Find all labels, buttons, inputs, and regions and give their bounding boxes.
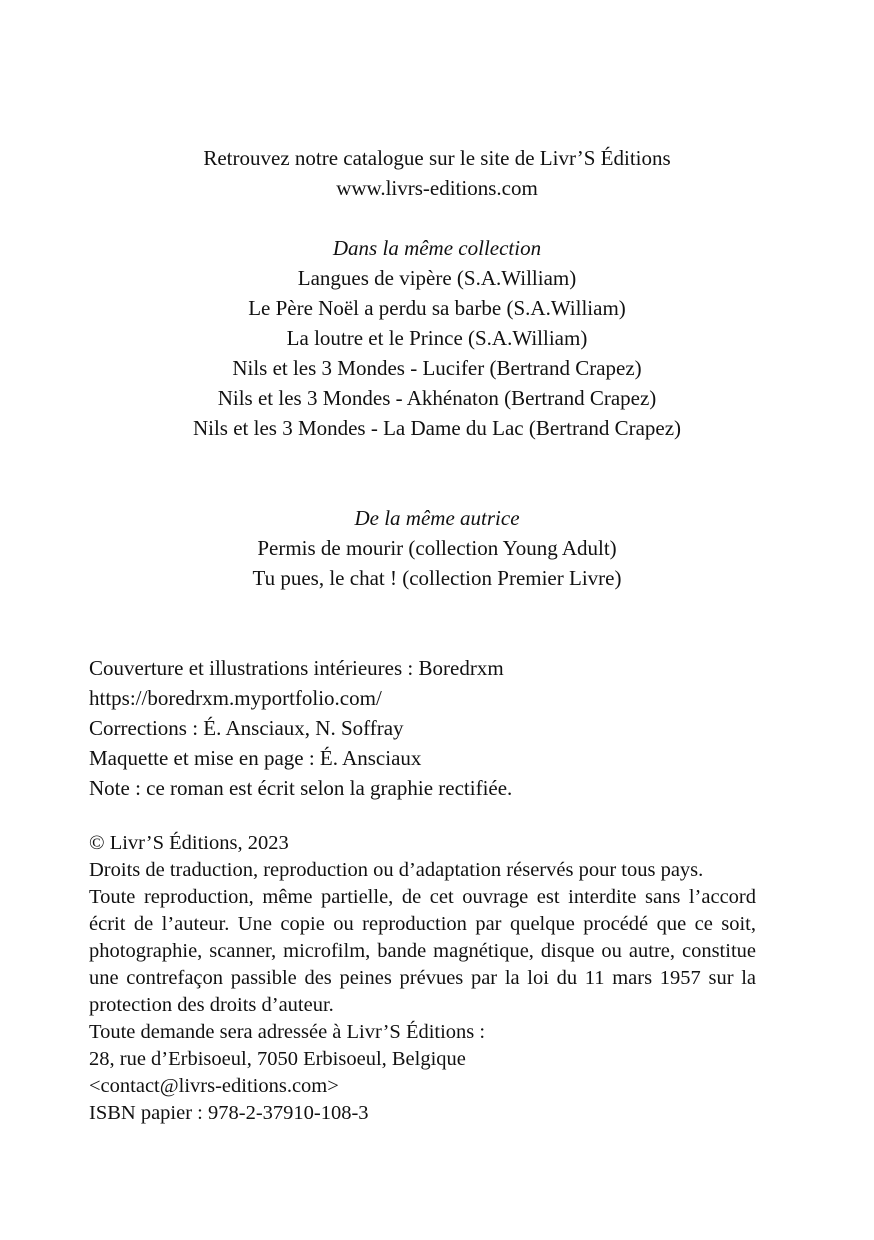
illustrator-url[interactable]: https://boredrxm.myportfolio.com/: [89, 686, 382, 710]
isbn: ISBN papier : 978-2-37910-108-3: [89, 1102, 369, 1124]
collection-title: Nils et les 3 Mondes - Akhénaton (Bertrand Crapez): [217, 386, 657, 410]
collection-title: Nils et les 3 Mondes - Lucifer (Bertrand Crapez): [232, 356, 642, 380]
catalogue-section: [0, 143, 874, 203]
contact-intro: Toute demande sera adressée à Livr’S Éditions :: [89, 1021, 486, 1043]
author-heading: De la même autrice: [354, 506, 520, 530]
copyright-notice: © Livr’S Éditions, 2023: [89, 832, 289, 854]
cover-credit: Couverture et illustrations intérieures : Boredrxm: [89, 656, 504, 680]
reproduction-notice: Toute reproduction, même partielle, de cet ouvrage est interdite sans l’accord écrit de l’auteur. Une copie ou reproduction par quelque procédé que ce soit, photographie, scanner, microfilm, bande magnétique, disque ou autre, constitue une contrefaçon passible des peines prévues par la loi du 11 mars 1957 sur la protection des droits d’auteur.: [89, 886, 756, 1016]
same-collection-section: [0, 233, 874, 443]
layout-credit: Maquette et mise en page : É. Ansciaux: [89, 746, 422, 770]
rights-notice: Droits de traduction, reproduction ou d’adaptation réservés pour tous pays.: [89, 859, 704, 881]
publisher-address: 28, rue d’Erbisoeul, 7050 Erbisoeul, Belgique: [89, 1048, 466, 1070]
legal-section: [89, 830, 756, 1127]
catalogue-text: Retrouvez notre catalogue sur le site de Livr’S Éditions: [203, 146, 671, 170]
author-title: Permis de mourir (collection Young Adult): [257, 536, 617, 560]
author-title: Tu pues, le chat ! (collection Premier Livre): [252, 566, 622, 590]
contact-email[interactable]: <contact@livrs-editions.com>: [89, 1075, 339, 1097]
collection-title: Le Père Noël a perdu sa barbe (S.A.William): [248, 296, 626, 320]
spelling-note: Note : ce roman est écrit selon la graphie rectifiée.: [89, 776, 513, 800]
collection-title: La loutre et le Prince (S.A.William): [286, 326, 588, 350]
collection-title: Langues de vipère (S.A.William): [297, 266, 577, 290]
same-author-section: [0, 503, 874, 593]
credits-section: [89, 653, 756, 803]
publisher-website[interactable]: www.livrs-editions.com: [336, 176, 538, 200]
collection-title: Nils et les 3 Mondes - La Dame du Lac (Bertrand Crapez): [192, 416, 682, 440]
collection-heading: Dans la même collection: [332, 236, 542, 260]
corrections-credit: Corrections : É. Ansciaux, N. Soffray: [89, 716, 404, 740]
